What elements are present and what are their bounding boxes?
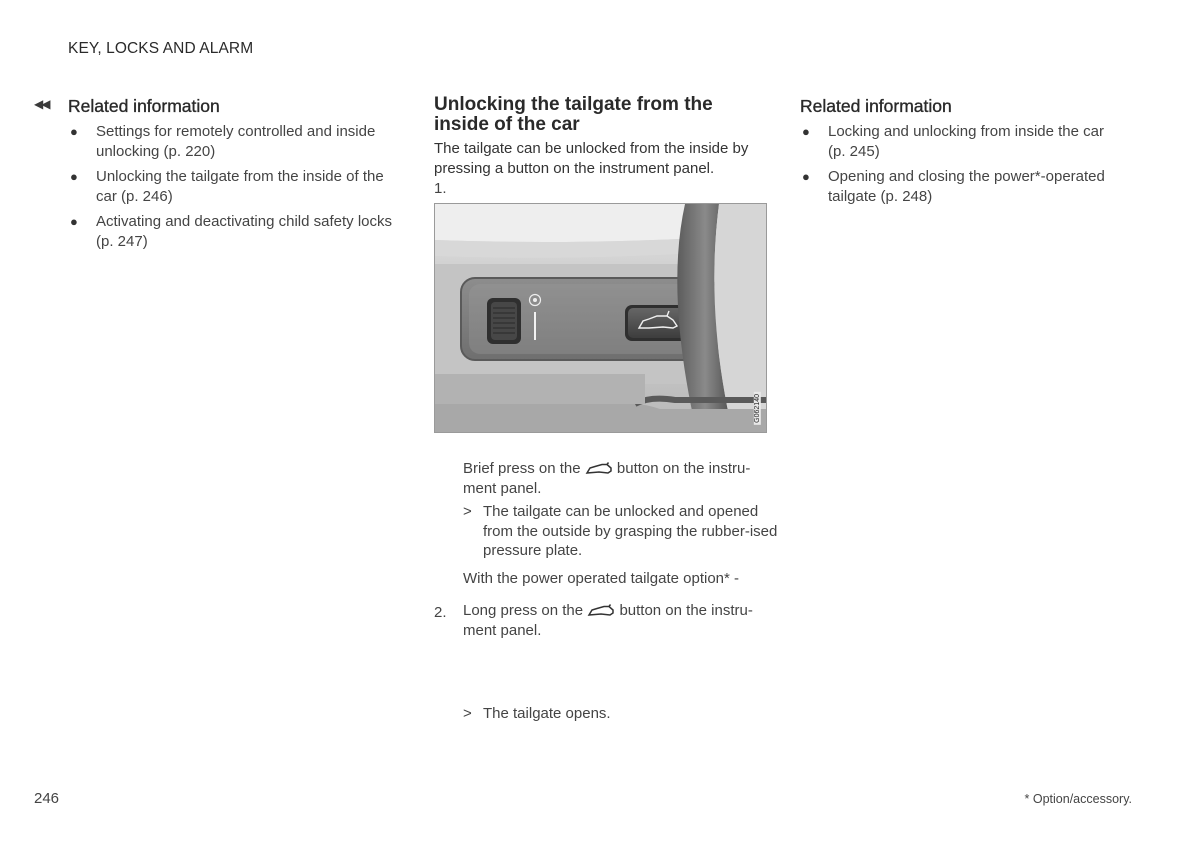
step-2-result: > The tailgate opens. [463, 704, 611, 722]
page-number: 246 [34, 790, 60, 807]
related-info-heading: Related information [800, 96, 952, 116]
bullet-icon: ● [70, 169, 78, 184]
chapter-header: KEY, LOCKS AND ALARM [68, 40, 254, 57]
option-note: With the power operated tailgate option* - [463, 570, 739, 587]
dashboard-image [435, 204, 767, 433]
related-link[interactable]: ● Opening and closing the power*-operated tailgate (p. 248) [802, 168, 1105, 205]
section-intro: The tailgate can be unlocked from the inside by pressing a button on the instrument panel. [434, 140, 749, 177]
step-1-text: Brief press on the button on the instru- ment panel. [463, 460, 751, 497]
double-chevron-left-icon[interactable]: ◀◀ [34, 97, 49, 111]
bullet-icon: ● [802, 169, 810, 184]
car-tailgate-icon [587, 604, 615, 618]
related-info-heading: Related information [68, 96, 220, 116]
footnote: * Option/accessory. [1024, 792, 1132, 806]
step-number: 1. [434, 180, 447, 197]
result-marker: > [463, 704, 472, 722]
bullet-icon: ● [70, 124, 78, 139]
car-tailgate-icon [585, 462, 613, 476]
instrument-panel-illustration [434, 203, 767, 433]
related-info-left [68, 96, 403, 257]
related-link[interactable]: ● Activating and deactivating child safety locks (p. 247) [70, 213, 392, 250]
step-number: 2. [434, 604, 447, 621]
section-tailgate-unlock [434, 95, 769, 199]
step-2-text: Long press on the button on the instru- ment panel. [463, 602, 753, 639]
result-marker: > [463, 503, 472, 520]
related-info-right [800, 96, 1120, 212]
step-1-result: > The tailgate can be unlocked and opened from the outside by grasping the rubber-ised pressure plate. [463, 503, 778, 559]
section-title: Unlocking the tailgate from the inside of the car [434, 94, 713, 135]
figure-code: G062140 [754, 394, 761, 423]
related-link[interactable]: ● Unlocking the tailgate from the inside of the car (p. 246) [70, 168, 384, 205]
bullet-icon: ● [70, 214, 78, 229]
related-link[interactable]: ● Locking and unlocking from inside the car (p. 245) [802, 123, 1104, 160]
bullet-icon: ● [802, 124, 810, 139]
related-link[interactable]: ● Settings for remotely controlled and inside unlocking (p. 220) [70, 123, 376, 160]
